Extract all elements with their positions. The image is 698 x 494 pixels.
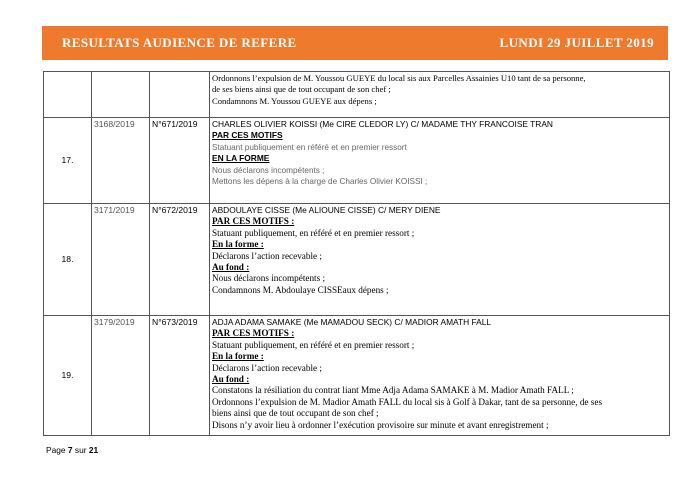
decision-line: Déclarons l’action recevable ; bbox=[212, 250, 322, 261]
decision-line: Constatons la résiliation du contrat liant Mme Adja Adama SAMAKE à M. Madior Amath FALL ; bbox=[212, 385, 574, 396]
decision-cell bbox=[210, 72, 670, 118]
decision-cell bbox=[210, 316, 670, 436]
decision-cell bbox=[210, 118, 670, 204]
decision-line: Disons n’y avoir lieu à ordonner l’exécution provisoire sur minute et avant enregistrement ; bbox=[212, 419, 549, 430]
decision-heading: En la forme : bbox=[212, 351, 264, 362]
decision-line: biens ainsi que de tout occupant de son chef ; bbox=[212, 408, 379, 419]
decision-heading: PAR CES MOTIFS bbox=[212, 130, 283, 141]
parties: CHARLES OLIVIER KOISSI (Me CIRE CLEDOR LY) C/ MADAME THY FRANCOISE TRAN bbox=[212, 119, 553, 129]
results-table bbox=[43, 71, 670, 436]
ordonnance-number: N°671/2019 bbox=[150, 118, 210, 204]
row-number: 19. bbox=[44, 316, 92, 436]
row-number: 18. bbox=[44, 204, 92, 316]
decision-heading: Au fond : bbox=[212, 374, 250, 385]
total-pages: 21 bbox=[88, 445, 99, 455]
table-row bbox=[44, 118, 670, 204]
rg-number: 3168/2019 bbox=[92, 118, 150, 204]
ord-cell bbox=[150, 72, 210, 118]
parties: ADJA ADAMA SAMAKE (Me MAMADOU SECK) C/ MADIOR AMATH FALL bbox=[212, 317, 492, 327]
parties: ABDOULAYE CISSE (Me ALIOUNE CISSE) C/ MERY DIENE bbox=[212, 205, 441, 215]
decision-line: Nous déclarons incompétents ; bbox=[212, 273, 326, 284]
ordonnance-number: N°672/2019 bbox=[150, 204, 210, 316]
footer-mid: sur bbox=[72, 445, 89, 455]
decision-heading: PAR CES MOTIFS : bbox=[212, 328, 295, 339]
current-page: 7 bbox=[67, 445, 73, 455]
decision-line: Déclarons l’action recevable ; bbox=[212, 362, 322, 373]
decision-heading: En la forme : bbox=[212, 239, 264, 250]
decision-line: Condamnons M. Youssou GUEYE aux dépens ; bbox=[212, 95, 377, 106]
rg-cell bbox=[92, 72, 150, 118]
decision-heading: PAR CES MOTIFS : bbox=[212, 216, 295, 227]
decision-heading: EN LA FORME bbox=[212, 153, 270, 164]
decision-line: Statuant publiquement, en référé et en premier ressort ; bbox=[212, 227, 415, 238]
decision-heading: Au fond : bbox=[212, 262, 250, 273]
ordonnance-number: N°673/2019 bbox=[150, 316, 210, 436]
decision-line: Statuant publiquement en référé et en premier ressort bbox=[212, 142, 407, 152]
decision-line: Condamnons M. Abdoulaye CISSEaux dépens ; bbox=[212, 284, 389, 295]
decision-line: Mettons les dépens à la charge de Charles Olivier KOISSI ; bbox=[212, 177, 428, 187]
num-cell bbox=[44, 72, 92, 118]
decision-line: Ordonnons l’expulsion de M. Youssou GUEYE du local sis aux Parcelles Assainies U10 tant de sa personne, bbox=[212, 73, 586, 83]
table-row bbox=[44, 204, 670, 316]
table-row bbox=[44, 316, 670, 436]
table-row bbox=[44, 72, 670, 118]
decision-line: Ordonnons l’expulsion de M. Madior Amath FALL du local sis à Golf à Dakar, tant de sa personne, de ses bbox=[212, 396, 603, 407]
decision-cell bbox=[210, 204, 670, 316]
header-banner bbox=[42, 26, 668, 60]
decision-line: Nous déclarons incompétents ; bbox=[212, 165, 325, 175]
row-number: 17. bbox=[44, 118, 92, 204]
header-title: RESULTATS AUDIENCE DE REFERE bbox=[62, 35, 297, 50]
decision-line: de ses biens ainsi que de tout occupant de son chef ; bbox=[212, 84, 391, 95]
footer-prefix: Page bbox=[46, 445, 68, 455]
decision-line: Statuant publiquement, en référé et en premier ressort ; bbox=[212, 339, 415, 350]
page-footer bbox=[46, 445, 98, 455]
header-date: LUNDI 29 JUILLET 2019 bbox=[499, 35, 654, 50]
rg-number: 3171/2019 bbox=[92, 204, 150, 316]
rg-number: 3179/2019 bbox=[92, 316, 150, 436]
